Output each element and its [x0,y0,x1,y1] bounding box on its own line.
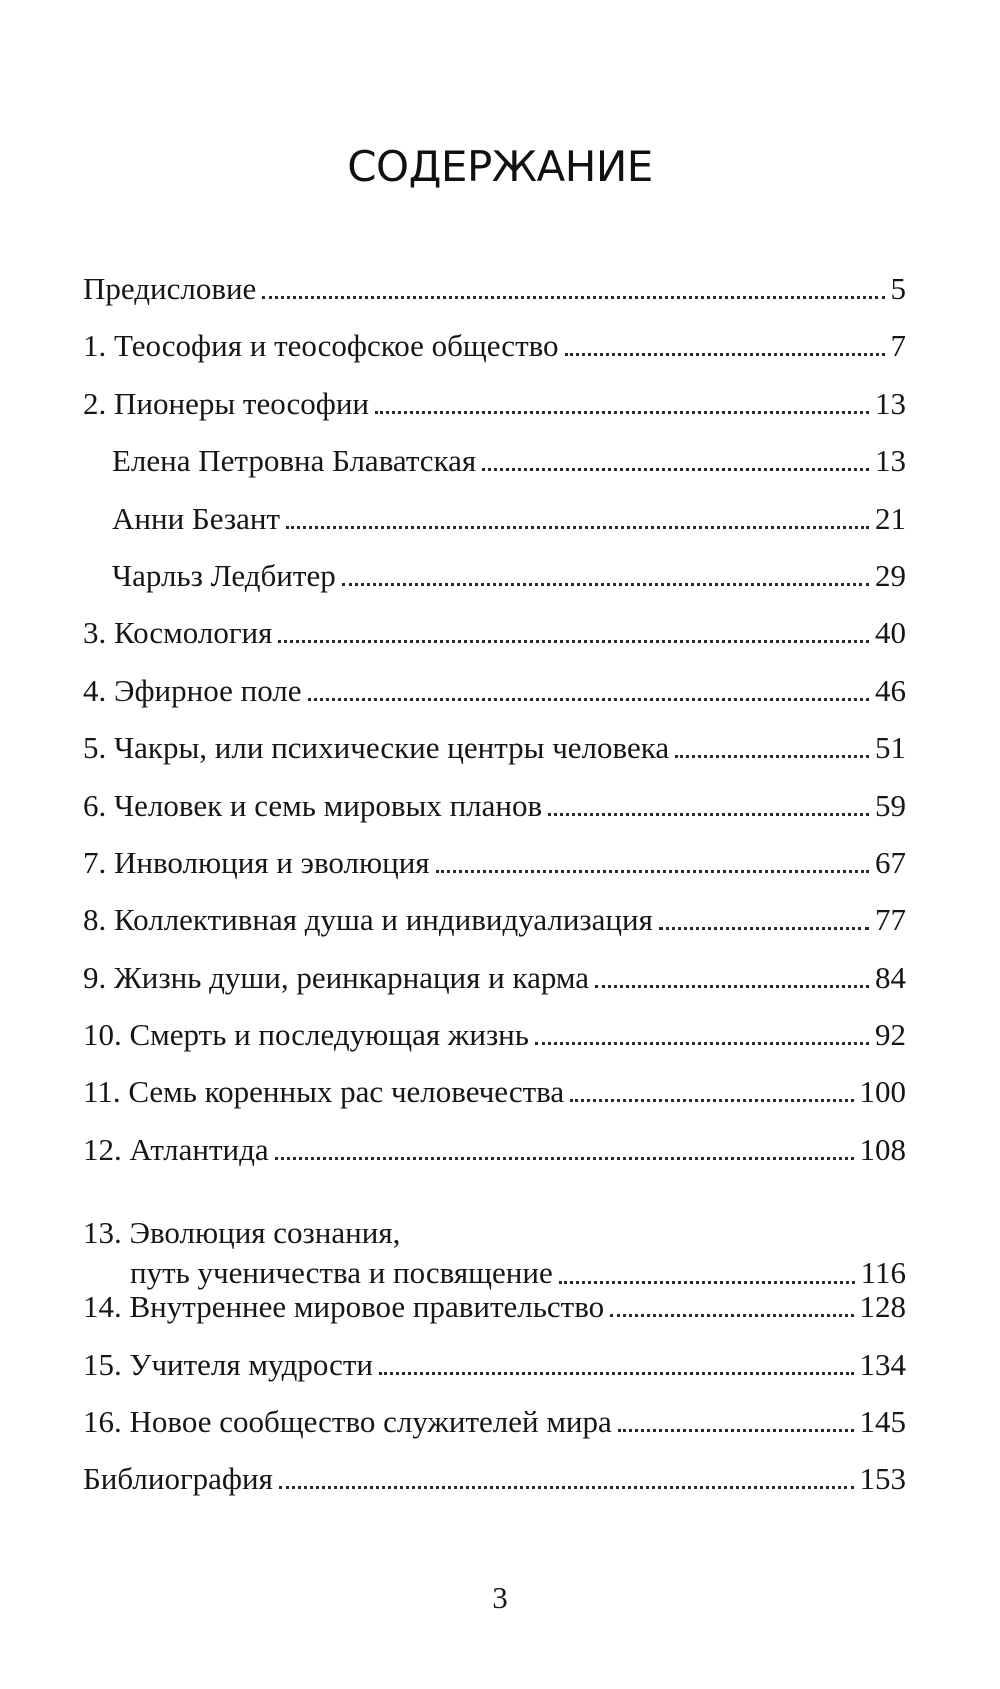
toc-entry-label: Анни Безант [112,500,280,536]
toc-subentry[interactable] [83,444,906,501]
toc-entry[interactable] [83,903,906,960]
toc-entry[interactable] [83,961,906,1018]
page-number: 3 [492,1580,508,1615]
toc-entry[interactable] [83,1075,906,1132]
toc-entry-page: 128 [859,1289,906,1325]
toc-entry-page: 134 [859,1346,906,1382]
toc-entry-label: 3. Космология [83,615,273,651]
toc-entry[interactable] [83,1018,906,1075]
toc-entry[interactable] [83,1290,906,1347]
dot-leader [308,698,869,701]
toc-entry-label: 2. Пионеры теософии [83,385,370,421]
toc-entry-label: 12. Атлантида [83,1131,269,1167]
toc-entry-page: 29 [875,557,906,593]
toc-entry-page: 108 [859,1131,906,1167]
toc-entry[interactable] [83,1462,906,1519]
toc-entry[interactable] [83,616,906,673]
toc-entry-page: 51 [875,730,906,766]
dot-leader [570,1099,853,1102]
dot-leader [342,583,869,586]
dot-leader [565,353,885,356]
toc-entry-page: 92 [875,1017,906,1053]
dot-leader [279,1486,854,1489]
dot-leader [559,1281,855,1284]
toc-entry-label: 13. Эволюция сознания, [83,1215,401,1251]
toc-entry[interactable] [83,789,906,846]
dot-leader [262,296,884,299]
toc-entry-label: 4. Эфирное поле [83,672,302,708]
table-of-contents [83,272,906,1520]
toc-entry-page: 7 [890,328,906,364]
dot-leader [436,870,869,873]
dot-leader [379,1372,853,1375]
toc-entry-label: 14. Внутреннее мировое правительство [83,1289,605,1325]
toc-entry[interactable] [83,846,906,903]
dot-leader [535,1042,869,1045]
toc-entry-page: 100 [859,1074,906,1110]
toc-entry-page: 5 [890,271,906,306]
toc-entry-page: 46 [875,672,906,708]
toc-entry-label: 1. Теософия и теософское общество [83,328,559,364]
toc-entry-page: 77 [875,902,906,938]
toc-entry-label: Елена Петровна Блаватская [112,443,477,479]
dot-leader [375,411,869,414]
toc-entry-label-block [83,1216,553,1290]
toc-entry-label: 6. Человек и семь мировых планов [83,787,543,823]
toc-entry-page: 59 [875,787,906,823]
toc-entry-page: 21 [875,500,906,536]
toc-entry-label: 16. Новое сообщество служителей мира [83,1404,612,1440]
toc-entry-page: 13 [875,385,906,421]
toc-entry[interactable] [83,1348,906,1405]
toc-entry-page: 145 [859,1404,906,1440]
toc-entry[interactable] [83,1190,906,1290]
toc-entry[interactable] [83,329,906,386]
toc-entry-page: 40 [875,615,906,651]
toc-entry-label: 11. Семь коренных рас человечества [83,1074,565,1110]
toc-entry[interactable] [83,387,906,444]
dot-leader [275,1157,854,1160]
toc-entry-label: 8. Коллективная душа и индивидуализация [83,902,653,938]
dot-leader [675,755,869,758]
page-title: СОДЕРЖАНИЕ [347,142,653,191]
toc-entry[interactable] [83,731,906,788]
toc-entry-label: 7. Инволюция и эволюция [83,844,430,880]
toc-entry-label-continuation: путь ученичества и посвящение [130,1255,553,1291]
toc-entry-page: 13 [875,443,906,479]
dot-leader [595,985,869,988]
dot-leader [278,640,869,643]
toc-subentry[interactable] [83,559,906,616]
toc-entry-label: 15. Учителя мудрости [83,1346,374,1382]
toc-entry-page: 116 [860,1255,906,1291]
toc-entry-label: Чарльз Ледбитер [112,557,336,593]
toc-entry-label: 9. Жизнь души, реинкарнация и карма [83,959,590,995]
toc-entry-label: Библиография [83,1461,273,1497]
toc-entry[interactable] [83,1133,906,1190]
toc-subentry[interactable] [83,502,906,559]
toc-entry-page: 153 [859,1461,906,1497]
toc-entry-label: 5. Чакры, или психические центры человека [83,730,670,766]
dot-leader [482,468,869,471]
dot-leader [610,1314,853,1317]
toc-entry-page: 84 [875,959,906,995]
dot-leader [618,1429,854,1432]
dot-leader [548,813,869,816]
dot-leader [286,526,869,529]
toc-entry-label: 10. Смерть и последующая жизнь [83,1017,529,1053]
toc-entry-page: 67 [875,844,906,880]
dot-leader [659,927,869,930]
toc-entry[interactable] [83,674,906,731]
toc-entry[interactable] [83,1405,906,1462]
toc-entry-label: Предисловие [83,271,257,306]
toc-entry[interactable] [83,272,906,329]
